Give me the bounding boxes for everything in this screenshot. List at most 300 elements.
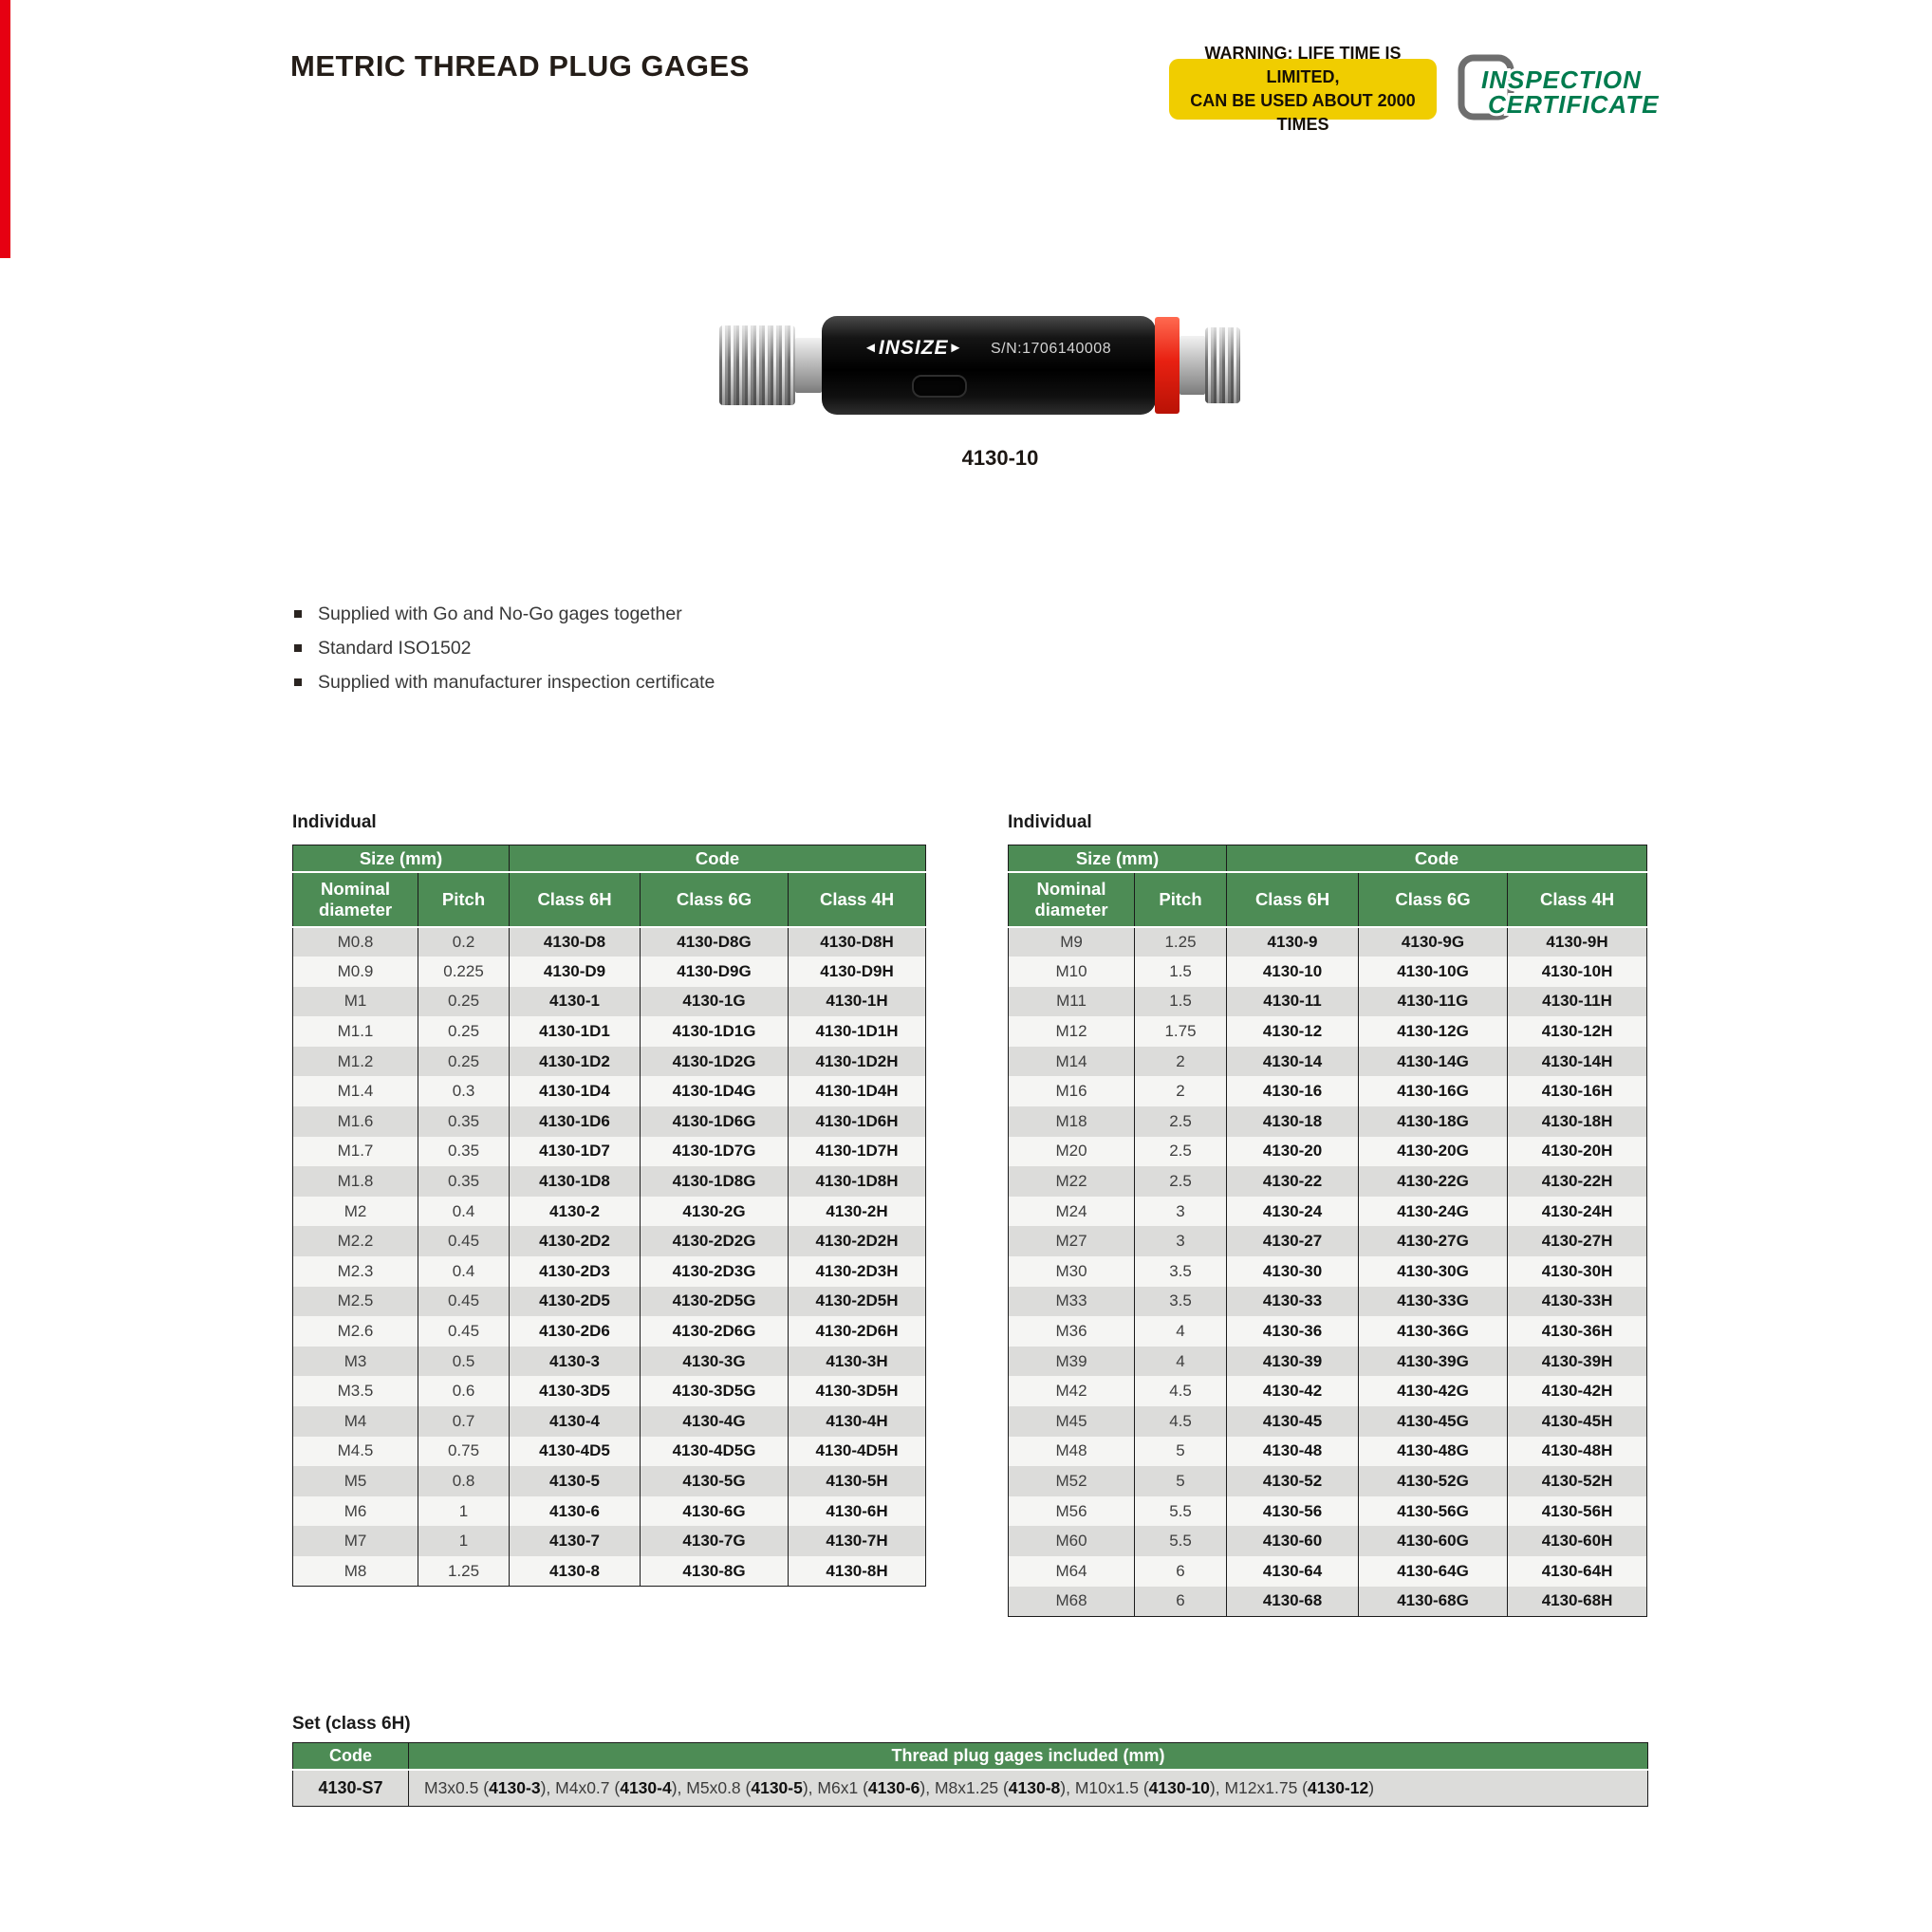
table-row — [1009, 1166, 1647, 1197]
table-row — [1009, 927, 1647, 957]
code-cell: 4130-24G — [1359, 1197, 1508, 1227]
gage-thread-right — [1205, 327, 1240, 403]
table-row — [293, 957, 926, 987]
code-cell: 4130-7 — [510, 1526, 641, 1556]
table-row — [293, 927, 926, 957]
code-cell: 4130-6G — [641, 1496, 789, 1527]
code-cell: 4130-3 — [510, 1347, 641, 1377]
nominal-diameter-cell: M42 — [1055, 1382, 1087, 1401]
pitch-cell: 0.25 — [418, 987, 510, 1017]
included-gage-code: 4130-4 — [620, 1778, 672, 1797]
individual-table-left — [292, 845, 926, 1587]
code-cell: 4130-18G — [1359, 1106, 1508, 1137]
code-cell: 4130-2H — [789, 1197, 926, 1227]
table-row — [1009, 1047, 1647, 1077]
nominal-diameter-cell: M24 — [1055, 1201, 1087, 1220]
nominal-diameter-cell: M2.3 — [337, 1261, 374, 1280]
code-cell: 4130-2D6 — [510, 1316, 641, 1347]
code-cell: 4130-30 — [1227, 1256, 1359, 1287]
pitch-cell: 0.45 — [418, 1316, 510, 1347]
code-cell: 4130-1G — [641, 987, 789, 1017]
nominal-diameter-cell: M8 — [344, 1561, 367, 1580]
feature-list — [292, 604, 715, 706]
nominal-diameter-cell: M16 — [1055, 1082, 1087, 1101]
pitch-cell: 2 — [1135, 1047, 1227, 1077]
included-gage-size: ), M4x0.7 ( — [540, 1778, 621, 1797]
code-cell: 4130-52H — [1508, 1466, 1647, 1496]
table-row — [293, 1166, 926, 1197]
table-row — [293, 1466, 926, 1496]
table-row — [293, 1406, 926, 1437]
table-row — [293, 1287, 926, 1317]
individual-right-label: Individual — [1008, 812, 1092, 832]
code-cell: 4130-1D2 — [510, 1047, 641, 1077]
table-row — [293, 1197, 926, 1227]
pitch-cell: 3 — [1135, 1226, 1227, 1256]
code-cell: 4130-64 — [1227, 1556, 1359, 1587]
size-group-header: Size (mm) — [293, 845, 510, 872]
nominal-diameter-cell: M68 — [1055, 1591, 1087, 1610]
code-cell: 4130-16 — [1227, 1076, 1359, 1106]
code-cell: 4130-1D1H — [789, 1016, 926, 1047]
nominal-diameter-cell: M60 — [1055, 1532, 1087, 1551]
warning-line-1: WARNING: LIFE TIME IS LIMITED, — [1204, 44, 1402, 86]
nominal-diameter-cell: M14 — [1055, 1051, 1087, 1070]
code-cell: 4130-36H — [1508, 1316, 1647, 1347]
pitch-cell: 0.2 — [418, 927, 510, 957]
header-row — [1009, 872, 1647, 927]
brand-logo — [864, 337, 963, 360]
included-gage-code: 4130-12 — [1308, 1778, 1369, 1797]
table-row — [293, 1016, 926, 1047]
code-cell: 4130-12H — [1508, 1016, 1647, 1047]
code-cell: 4130-1D1 — [510, 1016, 641, 1047]
code-cell: 4130-1D7G — [641, 1137, 789, 1167]
class-6g-header: Class 6G — [641, 872, 789, 927]
code-cell: 4130-45G — [1359, 1406, 1508, 1437]
pitch-cell: 1.5 — [1135, 957, 1227, 987]
code-cell: 4130-18H — [1508, 1106, 1647, 1137]
code-cell: 4130-3D5G — [641, 1376, 789, 1406]
warning-badge — [1169, 44, 1437, 134]
nominal-header: Nominal diameter — [293, 872, 418, 927]
class-6h-header: Class 6H — [1227, 872, 1359, 927]
gage-body — [822, 316, 1156, 415]
table-row — [1009, 1316, 1647, 1347]
feature-text: Supplied with Go and No-Go gages together — [318, 604, 682, 624]
set-table — [292, 1742, 1648, 1807]
table-body — [293, 927, 926, 1587]
gage-slot — [912, 375, 967, 398]
code-cell: 4130-22H — [1508, 1166, 1647, 1197]
size-group-header: Size (mm) — [1009, 845, 1227, 872]
code-cell: 4130-10G — [1359, 957, 1508, 987]
code-cell: 4130-12 — [1227, 1016, 1359, 1047]
pitch-cell: 0.5 — [418, 1347, 510, 1377]
nominal-diameter-cell: M0.8 — [337, 932, 374, 951]
pitch-cell: 0.4 — [418, 1197, 510, 1227]
pitch-cell: 5.5 — [1135, 1496, 1227, 1527]
code-cell: 4130-11 — [1227, 987, 1359, 1017]
pitch-cell: 4 — [1135, 1347, 1227, 1377]
nominal-diameter-cell: M2 — [344, 1201, 367, 1220]
product-caption: 4130-10 — [961, 446, 1039, 470]
table-row — [1009, 1137, 1647, 1167]
nominal-diameter-cell: M39 — [1055, 1351, 1087, 1370]
included-gage-size: ), M12x1.75 ( — [1209, 1778, 1308, 1797]
gage-collar-right — [1180, 336, 1205, 395]
set-desc-cell — [409, 1770, 1648, 1807]
nominal-diameter-cell: M4 — [344, 1411, 367, 1430]
certificate-line-1: INSPECTION — [1481, 65, 1642, 94]
nominal-diameter-cell: M30 — [1055, 1261, 1087, 1280]
code-cell: 4130-33 — [1227, 1287, 1359, 1317]
table-row — [1009, 957, 1647, 987]
code-cell: 4130-48 — [1227, 1437, 1359, 1467]
brand-name: INSIZE — [878, 337, 949, 359]
code-cell: 4130-2D3 — [510, 1256, 641, 1287]
table-row — [1009, 1526, 1647, 1556]
code-cell: 4130-7H — [789, 1526, 926, 1556]
pitch-cell: 1 — [418, 1496, 510, 1527]
code-cell: 4130-1D4 — [510, 1076, 641, 1106]
included-gage-size: M3x0.5 ( — [424, 1778, 490, 1797]
code-cell: 4130-1D8G — [641, 1166, 789, 1197]
nominal-diameter-cell: M1.2 — [337, 1051, 374, 1070]
nominal-diameter-cell: M1.8 — [337, 1172, 374, 1191]
code-cell: 4130-30H — [1508, 1256, 1647, 1287]
nominal-diameter-cell: M12 — [1055, 1022, 1087, 1041]
code-cell: 4130-8H — [789, 1556, 926, 1587]
code-cell: 4130-2D6G — [641, 1316, 789, 1347]
code-cell: 4130-11G — [1359, 987, 1508, 1017]
code-cell: 4130-68 — [1227, 1587, 1359, 1617]
table-row — [1009, 1587, 1647, 1617]
included-gage-code: 4130-3 — [489, 1778, 541, 1797]
code-cell: 4130-1H — [789, 987, 926, 1017]
code-cell: 4130-2D2H — [789, 1226, 926, 1256]
code-cell: 4130-20 — [1227, 1137, 1359, 1167]
class-6h-header: Class 6H — [510, 872, 641, 927]
gage-thread-left — [719, 325, 795, 405]
set-code-cell: 4130-S7 — [293, 1770, 409, 1807]
code-cell: 4130-30G — [1359, 1256, 1508, 1287]
square-bullet-icon — [294, 610, 302, 618]
code-cell: 4130-24H — [1508, 1197, 1647, 1227]
table-row — [1009, 1197, 1647, 1227]
nominal-diameter-cell: M7 — [344, 1532, 367, 1551]
included-gage-size: ), M10x1.5 ( — [1060, 1778, 1149, 1797]
nominal-header: Nominal diameter — [1009, 872, 1135, 927]
header-group-row — [293, 845, 926, 872]
code-cell: 4130-48G — [1359, 1437, 1508, 1467]
table-row — [1009, 1437, 1647, 1467]
table-row — [1009, 1466, 1647, 1496]
pitch-cell: 0.3 — [418, 1076, 510, 1106]
certificate-icon — [1457, 52, 1663, 122]
code-cell: 4130-45H — [1508, 1406, 1647, 1437]
code-cell: 4130-1D8 — [510, 1166, 641, 1197]
pitch-cell: 3.5 — [1135, 1287, 1227, 1317]
pitch-cell: 1.25 — [1135, 927, 1227, 957]
table-row — [1009, 1406, 1647, 1437]
nominal-diameter-cell: M27 — [1055, 1232, 1087, 1251]
included-gage-code: 4130-6 — [867, 1778, 920, 1797]
code-cell: 4130-60H — [1508, 1526, 1647, 1556]
code-cell: 4130-45 — [1227, 1406, 1359, 1437]
nominal-diameter-cell: M18 — [1055, 1111, 1087, 1130]
code-cell: 4130-8 — [510, 1556, 641, 1587]
pitch-cell: 4 — [1135, 1316, 1227, 1347]
code-cell: 4130-22G — [1359, 1166, 1508, 1197]
code-cell: 4130-64G — [1359, 1556, 1508, 1587]
code-cell: 4130-D8H — [789, 927, 926, 957]
product-photo — [717, 313, 1241, 418]
individual-table-right — [1008, 845, 1647, 1617]
code-cell: 4130-1D2G — [641, 1047, 789, 1077]
code-cell: 4130-5G — [641, 1466, 789, 1496]
code-cell: 4130-4D5G — [641, 1437, 789, 1467]
pitch-cell: 4.5 — [1135, 1406, 1227, 1437]
pitch-cell: 0.8 — [418, 1466, 510, 1496]
code-cell: 4130-1D2H — [789, 1047, 926, 1077]
code-cell: 4130-68G — [1359, 1587, 1508, 1617]
pitch-header: Pitch — [418, 872, 510, 927]
code-cell: 4130-11H — [1508, 987, 1647, 1017]
table-row — [293, 1137, 926, 1167]
code-cell: 4130-8G — [641, 1556, 789, 1587]
code-cell: 4130-1D4G — [641, 1076, 789, 1106]
code-cell: 4130-1D6 — [510, 1106, 641, 1137]
included-gage-size: ) — [1368, 1778, 1375, 1797]
table-row — [293, 1256, 926, 1287]
table-row — [293, 1106, 926, 1137]
code-cell: 4130-27G — [1359, 1226, 1508, 1256]
table-row — [293, 1496, 926, 1527]
nominal-diameter-cell: M56 — [1055, 1501, 1087, 1520]
pitch-cell: 0.25 — [418, 1047, 510, 1077]
brand-arrow-left-icon: ◄ — [864, 340, 879, 356]
pitch-cell: 2.5 — [1135, 1166, 1227, 1197]
code-cell: 4130-14 — [1227, 1047, 1359, 1077]
code-cell: 4130-60G — [1359, 1526, 1508, 1556]
code-cell: 4130-14H — [1508, 1047, 1647, 1077]
nominal-diameter-cell: M1.7 — [337, 1142, 374, 1161]
code-cell: 4130-2 — [510, 1197, 641, 1227]
table-row — [293, 1437, 926, 1467]
nominal-diameter-cell: M1.6 — [337, 1111, 374, 1130]
pitch-cell: 3 — [1135, 1197, 1227, 1227]
code-cell: 4130-68H — [1508, 1587, 1647, 1617]
code-cell: 4130-D9G — [641, 957, 789, 987]
code-cell: 4130-52 — [1227, 1466, 1359, 1496]
code-cell: 4130-2D2G — [641, 1226, 789, 1256]
pitch-header: Pitch — [1135, 872, 1227, 927]
table-row — [293, 1347, 926, 1377]
table-row — [1009, 1376, 1647, 1406]
pitch-cell: 3.5 — [1135, 1256, 1227, 1287]
pitch-cell: 1.25 — [418, 1556, 510, 1587]
class-4h-header: Class 4H — [1508, 872, 1647, 927]
table-row — [293, 1316, 926, 1347]
brand-arrow-right-icon: ► — [948, 340, 964, 356]
code-cell: 4130-42H — [1508, 1376, 1647, 1406]
code-cell: 4130-2G — [641, 1197, 789, 1227]
table-row — [1009, 1016, 1647, 1047]
code-cell: 4130-16G — [1359, 1076, 1508, 1106]
page-title: METRIC THREAD PLUG GAGES — [290, 49, 750, 83]
code-cell: 4130-9H — [1508, 927, 1647, 957]
pitch-cell: 4.5 — [1135, 1376, 1227, 1406]
class-4h-header: Class 4H — [789, 872, 926, 927]
code-cell: 4130-27 — [1227, 1226, 1359, 1256]
code-cell: 4130-60 — [1227, 1526, 1359, 1556]
included-gage-code: 4130-10 — [1148, 1778, 1210, 1797]
nominal-diameter-cell: M6 — [344, 1501, 367, 1520]
code-cell: 4130-1D4H — [789, 1076, 926, 1106]
code-cell: 4130-7G — [641, 1526, 789, 1556]
nominal-diameter-cell: M3.5 — [337, 1382, 374, 1401]
code-cell: 4130-2D3G — [641, 1256, 789, 1287]
pitch-cell: 0.225 — [418, 957, 510, 987]
table-row — [293, 1047, 926, 1077]
code-cell: 4130-12G — [1359, 1016, 1508, 1047]
nominal-diameter-cell: M1.4 — [337, 1082, 374, 1101]
code-cell: 4130-4 — [510, 1406, 641, 1437]
code-group-header: Code — [510, 845, 926, 872]
code-cell: 4130-56G — [1359, 1496, 1508, 1527]
code-cell: 4130-18 — [1227, 1106, 1359, 1137]
table-body — [1009, 927, 1647, 1617]
set-code-header: Code — [293, 1743, 409, 1771]
table-row — [293, 1526, 926, 1556]
code-cell: 4130-2D6H — [789, 1316, 926, 1347]
code-cell: 4130-10 — [1227, 957, 1359, 987]
feature-item — [292, 604, 715, 625]
square-bullet-icon — [294, 678, 302, 686]
code-cell: 4130-3G — [641, 1347, 789, 1377]
nominal-diameter-cell: M1 — [344, 992, 367, 1011]
included-gage-code: 4130-8 — [1008, 1778, 1061, 1797]
nominal-diameter-cell: M48 — [1055, 1441, 1087, 1460]
included-gage-size: ), M5x0.8 ( — [671, 1778, 752, 1797]
code-cell: 4130-3D5 — [510, 1376, 641, 1406]
code-cell: 4130-1D1G — [641, 1016, 789, 1047]
feature-item — [292, 672, 715, 694]
pitch-cell: 2 — [1135, 1076, 1227, 1106]
code-cell: 4130-36G — [1359, 1316, 1508, 1347]
nominal-diameter-cell: M11 — [1056, 992, 1087, 1011]
code-cell: 4130-1 — [510, 987, 641, 1017]
individual-left-label: Individual — [292, 812, 377, 832]
code-cell: 4130-9 — [1227, 927, 1359, 957]
class-6g-header: Class 6G — [1359, 872, 1508, 927]
code-cell: 4130-4G — [641, 1406, 789, 1437]
table-row — [1009, 1556, 1647, 1587]
serial-number: S/N:1706140008 — [991, 341, 1112, 357]
nominal-diameter-cell: M0.9 — [337, 961, 374, 980]
table-row — [1009, 987, 1647, 1017]
code-cell: 4130-D9 — [510, 957, 641, 987]
nominal-diameter-cell: M3 — [344, 1351, 367, 1370]
code-cell: 4130-16H — [1508, 1076, 1647, 1106]
set-label: Set (class 6H) — [292, 1714, 411, 1734]
code-cell: 4130-4H — [789, 1406, 926, 1437]
code-cell: 4130-1D7 — [510, 1137, 641, 1167]
code-cell: 4130-22 — [1227, 1166, 1359, 1197]
pitch-cell: 0.35 — [418, 1137, 510, 1167]
code-cell: 4130-42 — [1227, 1376, 1359, 1406]
nominal-diameter-cell: M22 — [1055, 1172, 1087, 1191]
code-cell: 4130-D8 — [510, 927, 641, 957]
nominal-diameter-cell: M4.5 — [337, 1441, 374, 1460]
nominal-diameter-cell: M20 — [1055, 1142, 1087, 1161]
code-cell: 4130-4D5 — [510, 1437, 641, 1467]
code-cell: 4130-48H — [1508, 1437, 1647, 1467]
table-row — [293, 1076, 926, 1106]
nominal-diameter-cell: M52 — [1055, 1471, 1087, 1490]
pitch-cell: 1.5 — [1135, 987, 1227, 1017]
pitch-cell: 0.35 — [418, 1166, 510, 1197]
table-row — [293, 987, 926, 1017]
pitch-cell: 0.45 — [418, 1226, 510, 1256]
table-row — [1009, 1496, 1647, 1527]
code-cell: 4130-64H — [1508, 1556, 1647, 1587]
nominal-diameter-cell: M2.5 — [337, 1291, 374, 1310]
feature-text: Supplied with manufacturer inspection certificate — [318, 672, 715, 693]
code-cell: 4130-6 — [510, 1496, 641, 1527]
code-cell: 4130-1D6H — [789, 1106, 926, 1137]
code-cell: 4130-39 — [1227, 1347, 1359, 1377]
pitch-cell: 5 — [1135, 1437, 1227, 1467]
pitch-cell: 1.75 — [1135, 1016, 1227, 1047]
inspection-certificate-badge — [1457, 52, 1663, 122]
table-row — [1009, 1106, 1647, 1137]
nominal-diameter-cell: M2.2 — [337, 1232, 374, 1251]
included-gage-size: ), M8x1.25 ( — [920, 1778, 1009, 1797]
table-row — [1009, 1226, 1647, 1256]
pitch-cell: 0.7 — [418, 1406, 510, 1437]
code-cell: 4130-2D5G — [641, 1287, 789, 1317]
feature-text: Standard ISO1502 — [318, 638, 472, 659]
code-cell: 4130-1D7H — [789, 1137, 926, 1167]
code-cell: 4130-2D5H — [789, 1287, 926, 1317]
feature-item — [292, 638, 715, 659]
table-row — [293, 1556, 926, 1587]
certificate-line-2: CERTIFICATE — [1488, 90, 1660, 119]
code-cell: 4130-2D5 — [510, 1287, 641, 1317]
nominal-diameter-cell: M2.6 — [337, 1322, 374, 1341]
code-cell: 4130-39H — [1508, 1347, 1647, 1377]
pitch-cell: 6 — [1135, 1556, 1227, 1587]
pitch-cell: 2.5 — [1135, 1106, 1227, 1137]
gage-collar-left — [795, 338, 822, 393]
nominal-diameter-cell: M5 — [344, 1471, 367, 1490]
nominal-diameter-cell: M1.1 — [337, 1022, 374, 1041]
square-bullet-icon — [294, 644, 302, 652]
code-cell: 4130-1D8H — [789, 1166, 926, 1197]
table-row — [1009, 1076, 1647, 1106]
pitch-cell: 0.45 — [418, 1287, 510, 1317]
code-cell: 4130-5 — [510, 1466, 641, 1496]
set-header-row — [293, 1743, 1648, 1771]
code-cell: 4130-4D5H — [789, 1437, 926, 1467]
code-cell: 4130-56 — [1227, 1496, 1359, 1527]
pitch-cell: 0.4 — [418, 1256, 510, 1287]
code-cell: 4130-42G — [1359, 1376, 1508, 1406]
pitch-cell: 0.25 — [418, 1016, 510, 1047]
code-cell: 4130-6H — [789, 1496, 926, 1527]
